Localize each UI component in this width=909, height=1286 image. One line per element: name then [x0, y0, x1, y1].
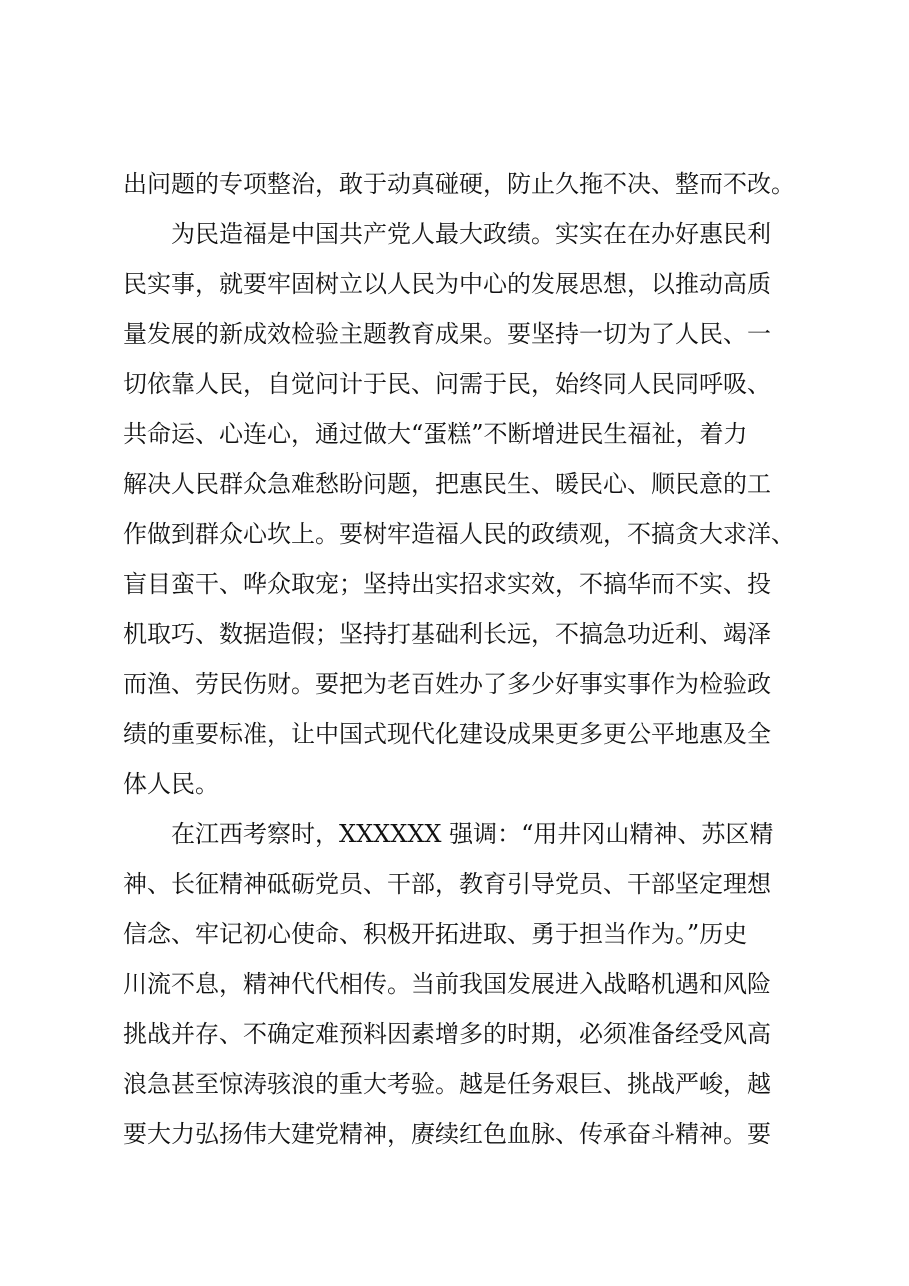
text-line: 在江西考察时，XXXXXX 强调：“用井冈山精神、苏区精 — [171, 820, 774, 848]
text-line: 信念、牢记初心使命、积极开拓进取、勇于担当作为。”历史 — [123, 920, 748, 948]
text-line: 体人民。 — [123, 770, 219, 798]
text-line: 解决人民群众急难愁盼问题，把惠民生、暖民心、顺民意的工 — [123, 470, 771, 498]
text-line: 浪急甚至惊涛骇浪的重大考验。越是任务艰巨、挑战严峻，越 — [123, 1070, 771, 1098]
text-line: 民实事，就要牢固树立以人民为中心的发展思想，以推动高质 — [123, 270, 771, 298]
text-line: 盲目蛮干、哗众取宠；坚持出实招求实效，不搞华而不实、投 — [123, 570, 771, 598]
text-line: 为民造福是中国共产党人最大政绩。实实在在办好惠民利 — [171, 220, 771, 248]
text-line: 绩的重要标准，让中国式现代化建设成果更多更公平地惠及全 — [123, 720, 771, 748]
text-line: 作做到群众心坎上。要树牢造福人民的政绩观，不搞贪大求洋、 — [123, 520, 795, 548]
text-line: 神、长征精神砥砺党员、干部，教育引导党员、干部坚定理想 — [123, 870, 771, 898]
text-line: 挑战并存、不确定难预料因素增多的时期，必须准备经受风高 — [123, 1020, 771, 1048]
text-line: 切依靠人民，自觉问计于民、问需于民，始终同人民同呼吸、 — [123, 370, 771, 398]
text-line: 要大力弘扬伟大建党精神，赓续红色血脉、传承奋斗精神。要 — [123, 1120, 771, 1148]
text-line: 量发展的新成效检验主题教育成果。要坚持一切为了人民、一 — [123, 320, 771, 348]
text-line: 川流不息，精神代代相传。当前我国发展进入战略机遇和风险 — [123, 970, 771, 998]
text-line: 共命运、心连心，通过做大“蛋糕”不断增进民生福祉，着力 — [123, 420, 748, 448]
text-line: 机取巧、数据造假；坚持打基础利长远，不搞急功近利、竭泽 — [123, 620, 771, 648]
text-line: 出问题的专项整治，敢于动真碰硬，防止久拖不决、整而不改。 — [123, 170, 795, 198]
text-line: 而渔、劳民伤财。要把为老百姓办了多少好事实事作为检验政 — [123, 670, 771, 698]
